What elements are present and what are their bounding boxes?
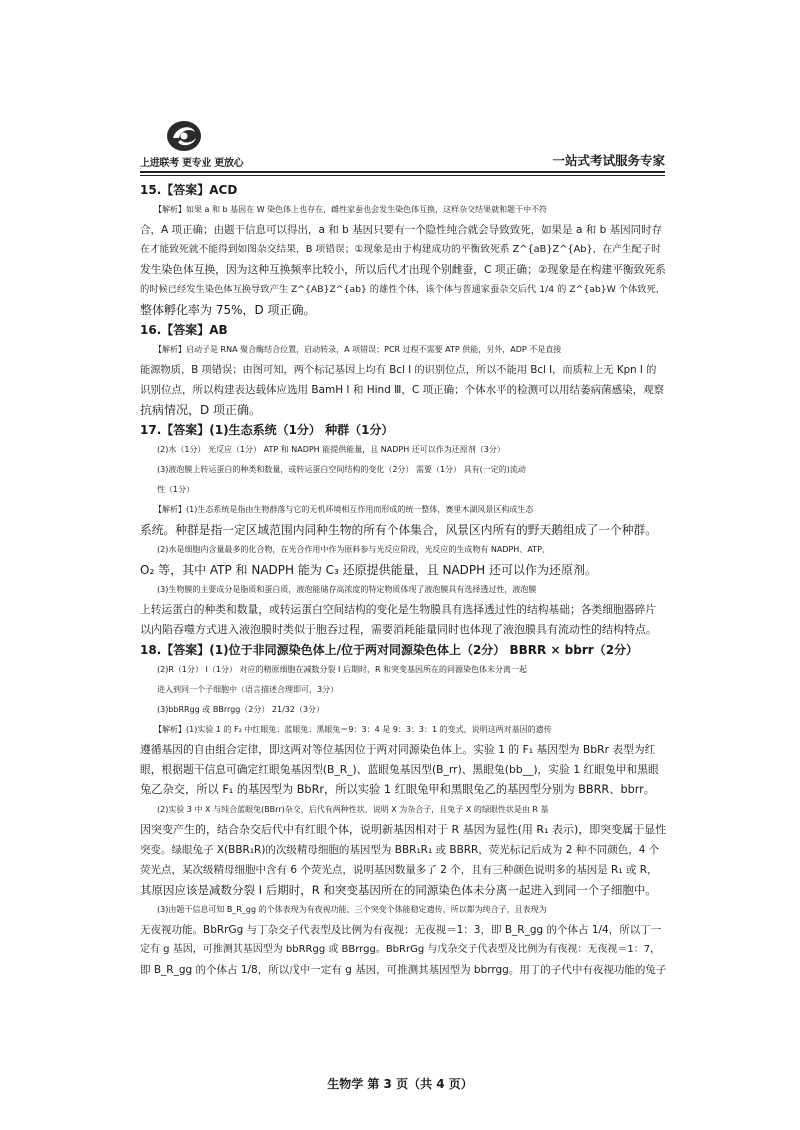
page-header <box>140 118 665 170</box>
text-line: 突变。绿眼兔子 X(BBR₁R)的次级精母细胞的基因型为 BBR₁R₁ 或 BBRR，荧光标记后成为 2 种不同颜色，4 个 <box>140 844 660 856</box>
page-footer: 生物学 第 3 页（共 4 页） <box>327 1077 473 1091</box>
header-divider <box>140 171 665 173</box>
text-line: 定有 g 基因，可推测其基因型为 bbRRgg 或 BBrrgg。BbRrGg 与戊杂交子代表型及比例为有夜视：无夜视＝1：7， <box>140 944 661 955</box>
text-line: 16.【答案】AB <box>140 323 228 337</box>
text-line: 荧光点，某次级精母细胞中含有 6 个荧光点，说明基因数量多了 2 个，且有三种颜色说明多的基因是 R₁ 或 R， <box>140 864 658 876</box>
text-line: 整体孵化率为 75%，D 项正确。 <box>140 303 316 317</box>
text-line: 【解析】启动子是 RNA 聚合酶结合位置，启动转录，A 项错误；PCR 过程不需要 ATP 供能，另外，ADP 不是直接 <box>154 345 562 354</box>
text-line: (2)水是细胞内含量最多的化合物，在光合作用中作为原料参与光反应阶段，光反应的生成物有 NADPH、ATP、 <box>157 545 550 554</box>
text-line: 15.【答案】ACD <box>140 183 238 197</box>
text-line: 抗病情况，D 项正确。 <box>140 403 262 417</box>
text-line: (3)生物膜的主要成分是脂质和蛋白质，液泡能储存高浓度的特定物质体现了液泡膜具有选择透过性，液泡膜 <box>157 585 537 594</box>
text-line: 18.【答案】(1)位于非同源染色体上/位于两对同源染色体上（2分） BBRR × bbrr（2分） <box>140 643 639 657</box>
text-line: (2)R（1分） Ⅰ（1分） 对应的精原细胞在减数分裂 Ⅰ 后期时，R 和突变基因所在的同源染色体未分离一起 <box>157 665 528 674</box>
logo-caption: 上进联考 更专业 更放心 <box>140 158 244 169</box>
text-line: 【解析】如果 a 和 b 基因在 W 染色体上也存在，雌性家蚕也会发生染色体互换，这样杂交结果就和题干中不符 <box>154 205 548 214</box>
text-line: (2)实验 3 中 X 与纯合蓝眼兔(BBrr)杂交，后代有两种性状，说明 X 为杂合子，且兔子 X 的绿眼性状是由 R 基 <box>157 805 549 814</box>
text-line: 的时候已经发生染色体互换导致产生 Z^{AB}Z^{ab} 的雄性个体，该个体与普通家蚕杂交后代 1/4 的 Z^{ab}W 个体致死， <box>140 284 665 295</box>
text-line: (3)由题干信息可知 B_R_gg 的个体表现为有夜视功能，三个突变个体能稳定遗传，所以都为纯合子，且表现为 <box>157 905 547 914</box>
text-line: (2)水（1分） 光反应（1分） ATP 和 NADPH 能提供能量，且 NADPH 还可以作为还原剂（3分） <box>157 445 505 454</box>
text-line: 无夜视功能。BbRrGg 与丁杂交子代表型及比例为有夜视：无夜视＝1：3，即 B_R_gg 的个体占 1/4，所以丁一 <box>140 924 662 936</box>
text-line: 能源物质，B 项错误；由图可知，两个标记基因上均有 Bcl Ⅰ 的识别位点，所以不能用 Bcl Ⅰ，而质粒上无 Kpn Ⅰ 的 <box>140 364 657 376</box>
text-line: (3)bbRRgg 或 BBrrgg（2分） 21/32（3分） <box>157 705 325 714</box>
text-line: O₂ 等，其中 ATP 和 NADPH 能为 C₃ 还原提供能量，且 NADPH 还可以作为还原剂。 <box>140 563 597 577</box>
text-line: 因突变产生的，结合杂交后代中有红眼个体，说明新基因相对于 R 基因为显性(用 R₁ 表示)，即突变属于显性 <box>140 823 667 836</box>
text-line: 遵循基因的自由组合定律，即这两对等位基因位于两对同源染色体上。实验 1 的 F₁ 基因型为 BbRr 表型为红 <box>140 743 656 756</box>
text-line: 以内陷吞噬方式进入液泡膜时类似于胞吞过程，需要消耗能量同时也体现了液泡膜具有流动性的结构特点。 <box>140 623 657 636</box>
text-line: 眼，根据题干信息可确定红眼兔基因型(B_R_)、蓝眼兔基因型(B_rr)、黑眼兔(bb__)，实验 1 红眼兔甲和黑眼 <box>140 763 659 776</box>
text-line: (3)液泡膜上转运蛋白的种类和数量，或转运蛋白空间结构的变化（2分） 需要（1分） 具有(一定的)流动 <box>157 465 526 474</box>
text-line: 发生染色体互换，因为这种互换频率比较小，所以后代才出现个别雌蚕，C 项正确；②现象是在构建平衡致死系 <box>140 263 666 276</box>
text-line: 其原因应该是减数分裂 Ⅰ 后期时，R 和突变基因所在的同源染色体未分离一起进入到同一个子细胞中。 <box>140 883 657 897</box>
text-line: 17.【答案】(1)生态系统（1分） 种群（1分） <box>140 423 394 437</box>
header-slogan: 一站式考试服务专家 <box>552 153 665 168</box>
answer-content <box>140 180 665 980</box>
text-line: 兔乙杂交，所以 F₁ 的基因型为 BbRr，所以实验 1 红眼兔甲和黑眼兔乙的基因型分别为 BBRR、bbrr。 <box>140 783 656 796</box>
text-line: 【解析】(1)实验 1 的 F₂ 中红眼兔：蓝眼兔：黑眼兔＝9：3：4 是 9：3：3：1 的变式，说明这两对基因的遗传 <box>154 725 552 734</box>
publisher-logo <box>140 118 244 170</box>
header-divider-thin <box>140 175 665 176</box>
text-line: 【解析】(1)生态系统是指由生物群落与它的无机环境相互作用而形成的统一整体，赛里木湖风景区构成生态 <box>154 505 534 514</box>
text-line: 上转运蛋白的种类和数量，或转运蛋白空间结构的变化是生物膜具有选择透过性的结构基础；各类细胞器碎片 <box>140 603 657 616</box>
text-line: 性（1分） <box>157 485 195 494</box>
text-line: 即 B_R_gg 的个体占 1/8，所以戊中一定有 g 基因，可推测其基因型为 bbrrgg。用丁的子代中有夜视功能的兔子 <box>140 964 667 976</box>
text-line: 合，A 项正确；由题干信息可以得出，a 和 b 基因只要有一个隐性纯合就会导致致死，如果是 a 和 b 基因同时存 <box>140 224 663 236</box>
text-line: 识别位点，所以构建表达载体应选用 BamH Ⅰ 和 Hind Ⅲ，C 项正确；个体水平的检测可以用结萎病菌感染，观察 <box>140 384 665 396</box>
text-line: 在才能致死就不能得到如图杂交结果，B 项错误；①现象是由于构建成功的平衡致死系 Z^{aB}Z^{Ab}，在产生配子时 <box>140 244 661 255</box>
text-line: 进入到同一个子细胞中（语言描述合理即可，3分） <box>157 685 339 694</box>
text-line: 系统。种群是指一定区域范围内同种生物的所有个体集合，风景区内所有的野天鹅组成了一个种群。 <box>140 523 657 537</box>
swirl-logo-icon <box>164 118 204 154</box>
